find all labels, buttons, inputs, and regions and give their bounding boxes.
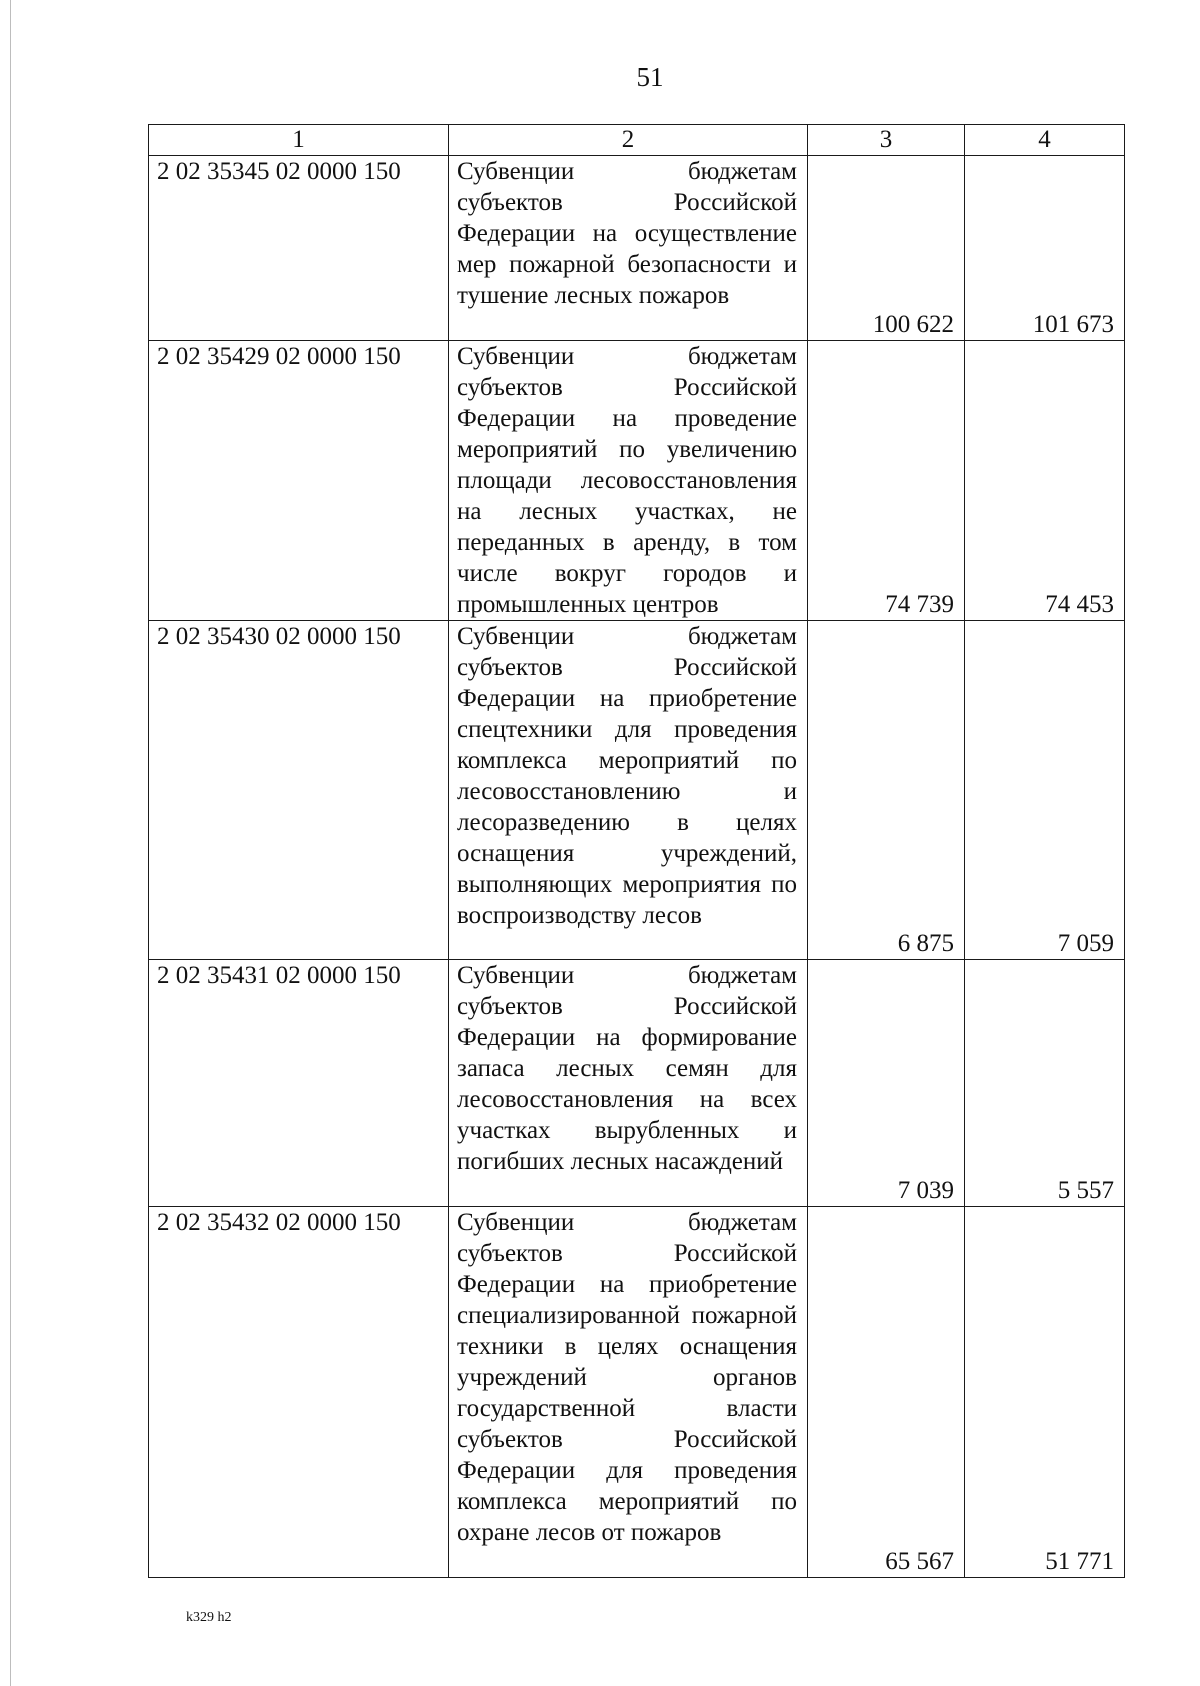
budget-code-cell: 2 02 35429 02 0000 150 — [149, 341, 449, 621]
column-header-3: 3 — [808, 125, 965, 156]
value-col4-cell: 51 771 — [965, 1207, 1125, 1578]
table-row — [149, 341, 1125, 621]
description-cell: Субвенции бюджетам субъектов Российской Федерации на формирование запаса лесных семян для лесовосстановления на всех участках вырубленных и погибших лесных насаждений — [449, 960, 808, 1207]
value-col3-cell: 6 875 — [808, 621, 965, 960]
table-row — [149, 960, 1125, 1207]
value-col3-cell: 74 739 — [808, 341, 965, 621]
table-row — [149, 1207, 1125, 1578]
header-row — [149, 125, 1125, 156]
description-cell: Субвенции бюджетам субъектов Российской Федерации на приобретение специализированной пожарной техники в целях оснащения учреждений органов государственной власти субъектов Российской Федерации для проведения комплекса мероприятий по охране лесов от пожаров — [449, 1207, 808, 1578]
value-col4-cell: 101 673 — [965, 156, 1125, 341]
budget-code-cell: 2 02 35345 02 0000 150 — [149, 156, 449, 341]
footer-document-code: k329 h2 — [186, 1610, 232, 1625]
page-number: 51 — [636, 62, 664, 92]
table-row — [149, 156, 1125, 341]
column-header-4: 4 — [965, 125, 1125, 156]
value-col4-cell: 5 557 — [965, 960, 1125, 1207]
column-header-1: 1 — [149, 125, 449, 156]
budget-code-cell: 2 02 35432 02 0000 150 — [149, 1207, 449, 1578]
table-row — [149, 621, 1125, 960]
value-col3-cell: 65 567 — [808, 1207, 965, 1578]
description-cell: Субвенции бюджетам субъектов Российской Федерации на приобретение спецтехники для проведения комплекса мероприятий по лесовосстановлению и лесоразведению в целях оснащения учреждений, выполняющих мероприятия по воспроизводству лесов — [449, 621, 808, 960]
budget-table — [148, 124, 1125, 1578]
description-cell: Субвенции бюджетам субъектов Российской Федерации на проведение мероприятий по увеличению площади лесовосстановления на лесных участках, не переданных в аренду, в том числе вокруг городов и промышленных центров — [449, 341, 808, 621]
value-col3-cell: 100 622 — [808, 156, 965, 341]
budget-code-cell: 2 02 35431 02 0000 150 — [149, 960, 449, 1207]
value-col3-cell: 7 039 — [808, 960, 965, 1207]
value-col4-cell: 74 453 — [965, 341, 1125, 621]
description-cell: Субвенции бюджетам субъектов Российской Федерации на осуществление мер пожарной безопасности и тушение лесных пожаров — [449, 156, 808, 341]
value-col4-cell: 7 059 — [965, 621, 1125, 960]
column-header-2: 2 — [449, 125, 808, 156]
budget-code-cell: 2 02 35430 02 0000 150 — [149, 621, 449, 960]
scan-edge-line — [10, 0, 11, 1686]
